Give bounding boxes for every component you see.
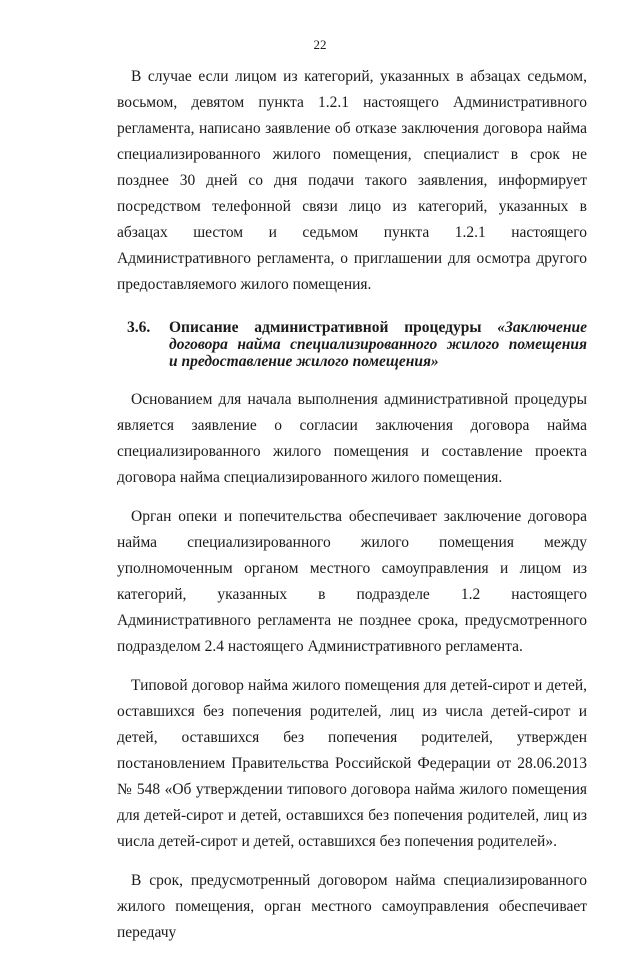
paragraph-basis: Основанием для начала выполнения административной процедуры является заявление о согласии заключения договора найма специализированного жилого помещения и составление проекта договора найма специализированного жилого помещения.	[117, 391, 587, 486]
section-heading	[117, 319, 587, 370]
section-title-plain: Описание административной процедуры	[169, 319, 498, 336]
section-title-line-2: договора найма специализированного жилого помещения	[169, 336, 587, 353]
section-title-quote-start: «Заключение	[497, 319, 587, 336]
paragraph-guardianship-body: Орган опеки и попечительства обеспечивает заключение договора найма специализированного жилого помещения между уполномоченным органом местного самоуправления и лицом из категорий, указанных в подразделе 1.2 настоящего Административного регламента не позднее срока, предусмотренного подразделом 2.4 настоящего Административного регламента.	[117, 508, 587, 655]
page-number: 22	[313, 37, 327, 52]
document-body	[117, 64, 587, 959]
paragraph-term-transfer: В срок, предусмотренный договором найма специализированного жилого помещения, орган местного самоуправления обеспечивает передачу	[117, 872, 587, 941]
section-title	[169, 319, 587, 370]
section-title-line-1	[169, 319, 587, 336]
paragraph-refusal-case: В случае если лицом из категорий, указанных в абзацах седьмом, восьмом, девятом пункта 1.2.1 настоящего Административного регламента, написано заявление об отказе заключения договора найма специализированного жилого помещения, специалист в срок не позднее 30 дней со дня подачи такого заявления, информирует посредством телефонной связи лицо из категорий, указанных в абзацах шестом и седьмом пункта 1.2.1 настоящего Административного регламента, о приглашении для осмотра другого предоставляемого жилого помещения.	[117, 68, 587, 293]
section-number: 3.6.	[127, 319, 151, 336]
section-title-line-3: и предоставление жилого помещения»	[169, 353, 439, 370]
paragraph-standard-contract: Типовой договор найма жилого помещения для детей-сирот и детей, оставшихся без попечения родителей, лиц из числа детей-сирот и детей, оставшихся без попечения родителей, утвержден постановлением Правительства Российской Федерации от 28.06.2013 № 548 «Об утверждении типового договора найма жилого помещения для детей-сирот и детей, оставшихся без попечения родителей, лиц из числа детей-сирот и детей, оставшихся без попечения родителей».	[117, 677, 587, 850]
